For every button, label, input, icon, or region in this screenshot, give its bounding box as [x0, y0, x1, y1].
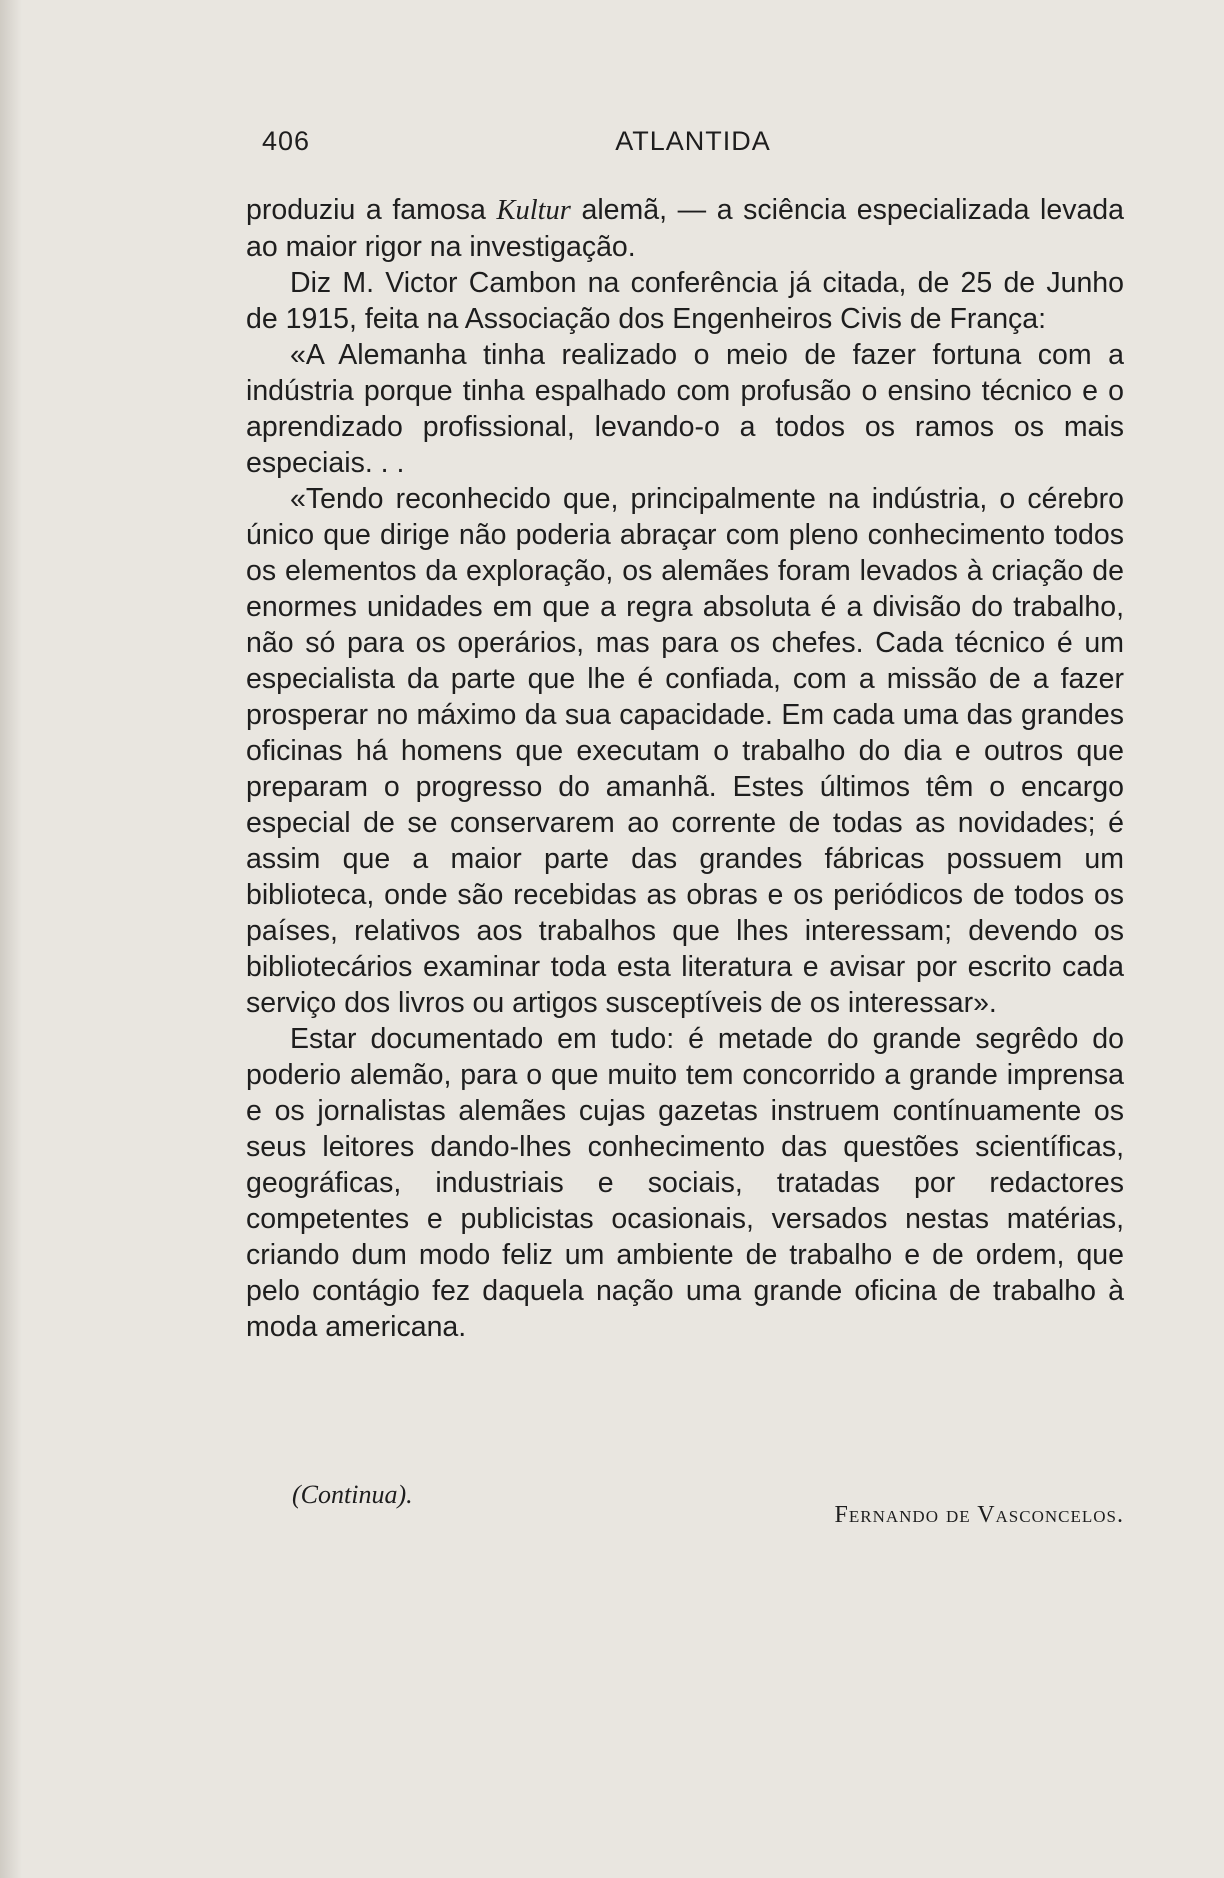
author-signature: Fernando de Vasconcelos.: [834, 1502, 1124, 1528]
scan-edge-shadow: [0, 0, 22, 1878]
running-title: ATLANTIDA: [615, 126, 771, 156]
paragraph-2: Diz M. Victor Cambon na conferência já citada, de 25 de Junho de 1915, feita na Associação dos Engenheiros Civis de França:: [246, 267, 1124, 335]
signature-row: [246, 1480, 1124, 1528]
kultur-italic: Kultur: [496, 195, 571, 226]
continua-note: (Continua).: [292, 1480, 413, 1509]
paragraph-3-quote: «A Alemanha tinha realizado o meio de fazer fortuna com a indústria porque tinha espalhado com profusão o ensino técnico e o aprendizado profissional, levando-o a todos os ramos os mais especiais. . .: [246, 339, 1124, 479]
paragraph-4-quote: «Tendo reconhecido que, principalmente na indústria, o cérebro único que dirige não poderia abraçar com pleno conhecimento todos os elementos da exploração, os alemães foram levados à criação de enormes unidades em que a regra absoluta é a divisão do trabalho, não só para os operários, mas para os chefes. Cada técnico é um especialista da parte que lhe é confiada, com a missão de a fazer prosperar no máximo da sua capacidade. Em cada uma das grandes oficinas há homens que executam o trabalho do dia e outros que preparam o progresso do amanhã. Estes últimos têm o encargo especial de se conservarem ao corrente de todas as novidades; é assim que a maior parte das grandes fábricas possuem um biblioteca, onde são recebidas as obras e os periódicos de todos os países, relativos aos trabalhos que lhes interessam; devendo os bibliotecários examinar toda esta literatura e avisar por escrito cada serviço dos livros ou artigos susceptíveis de os interessar».: [246, 483, 1124, 1019]
page-number: 406: [262, 126, 311, 156]
paragraph-5: Estar documentado em tudo: é metade do grande segrêdo do poderio alemão, para o que muito tem concorrido a grande imprensa e os jornalistas alemães cujas gazetas instruem contínuamente os seus leitores dando-lhes conhecimento das questões scientíficas, geográficas, industriais e sociais, tratadas por redactores competentes e publicistas ocasionais, versados nestas matérias, criando dum modo feliz um ambiente de trabalho e de ordem, que pelo contágio fez daquela nação uma grande oficina de trabalho à moda americana.: [246, 1023, 1124, 1343]
body-text: [246, 192, 1124, 1345]
paragraph-1: produziu a famosa Kultur alemã, — a sciência especializada levada ao maior rigor na investigação.: [246, 194, 1125, 263]
page-header: [262, 126, 1124, 160]
